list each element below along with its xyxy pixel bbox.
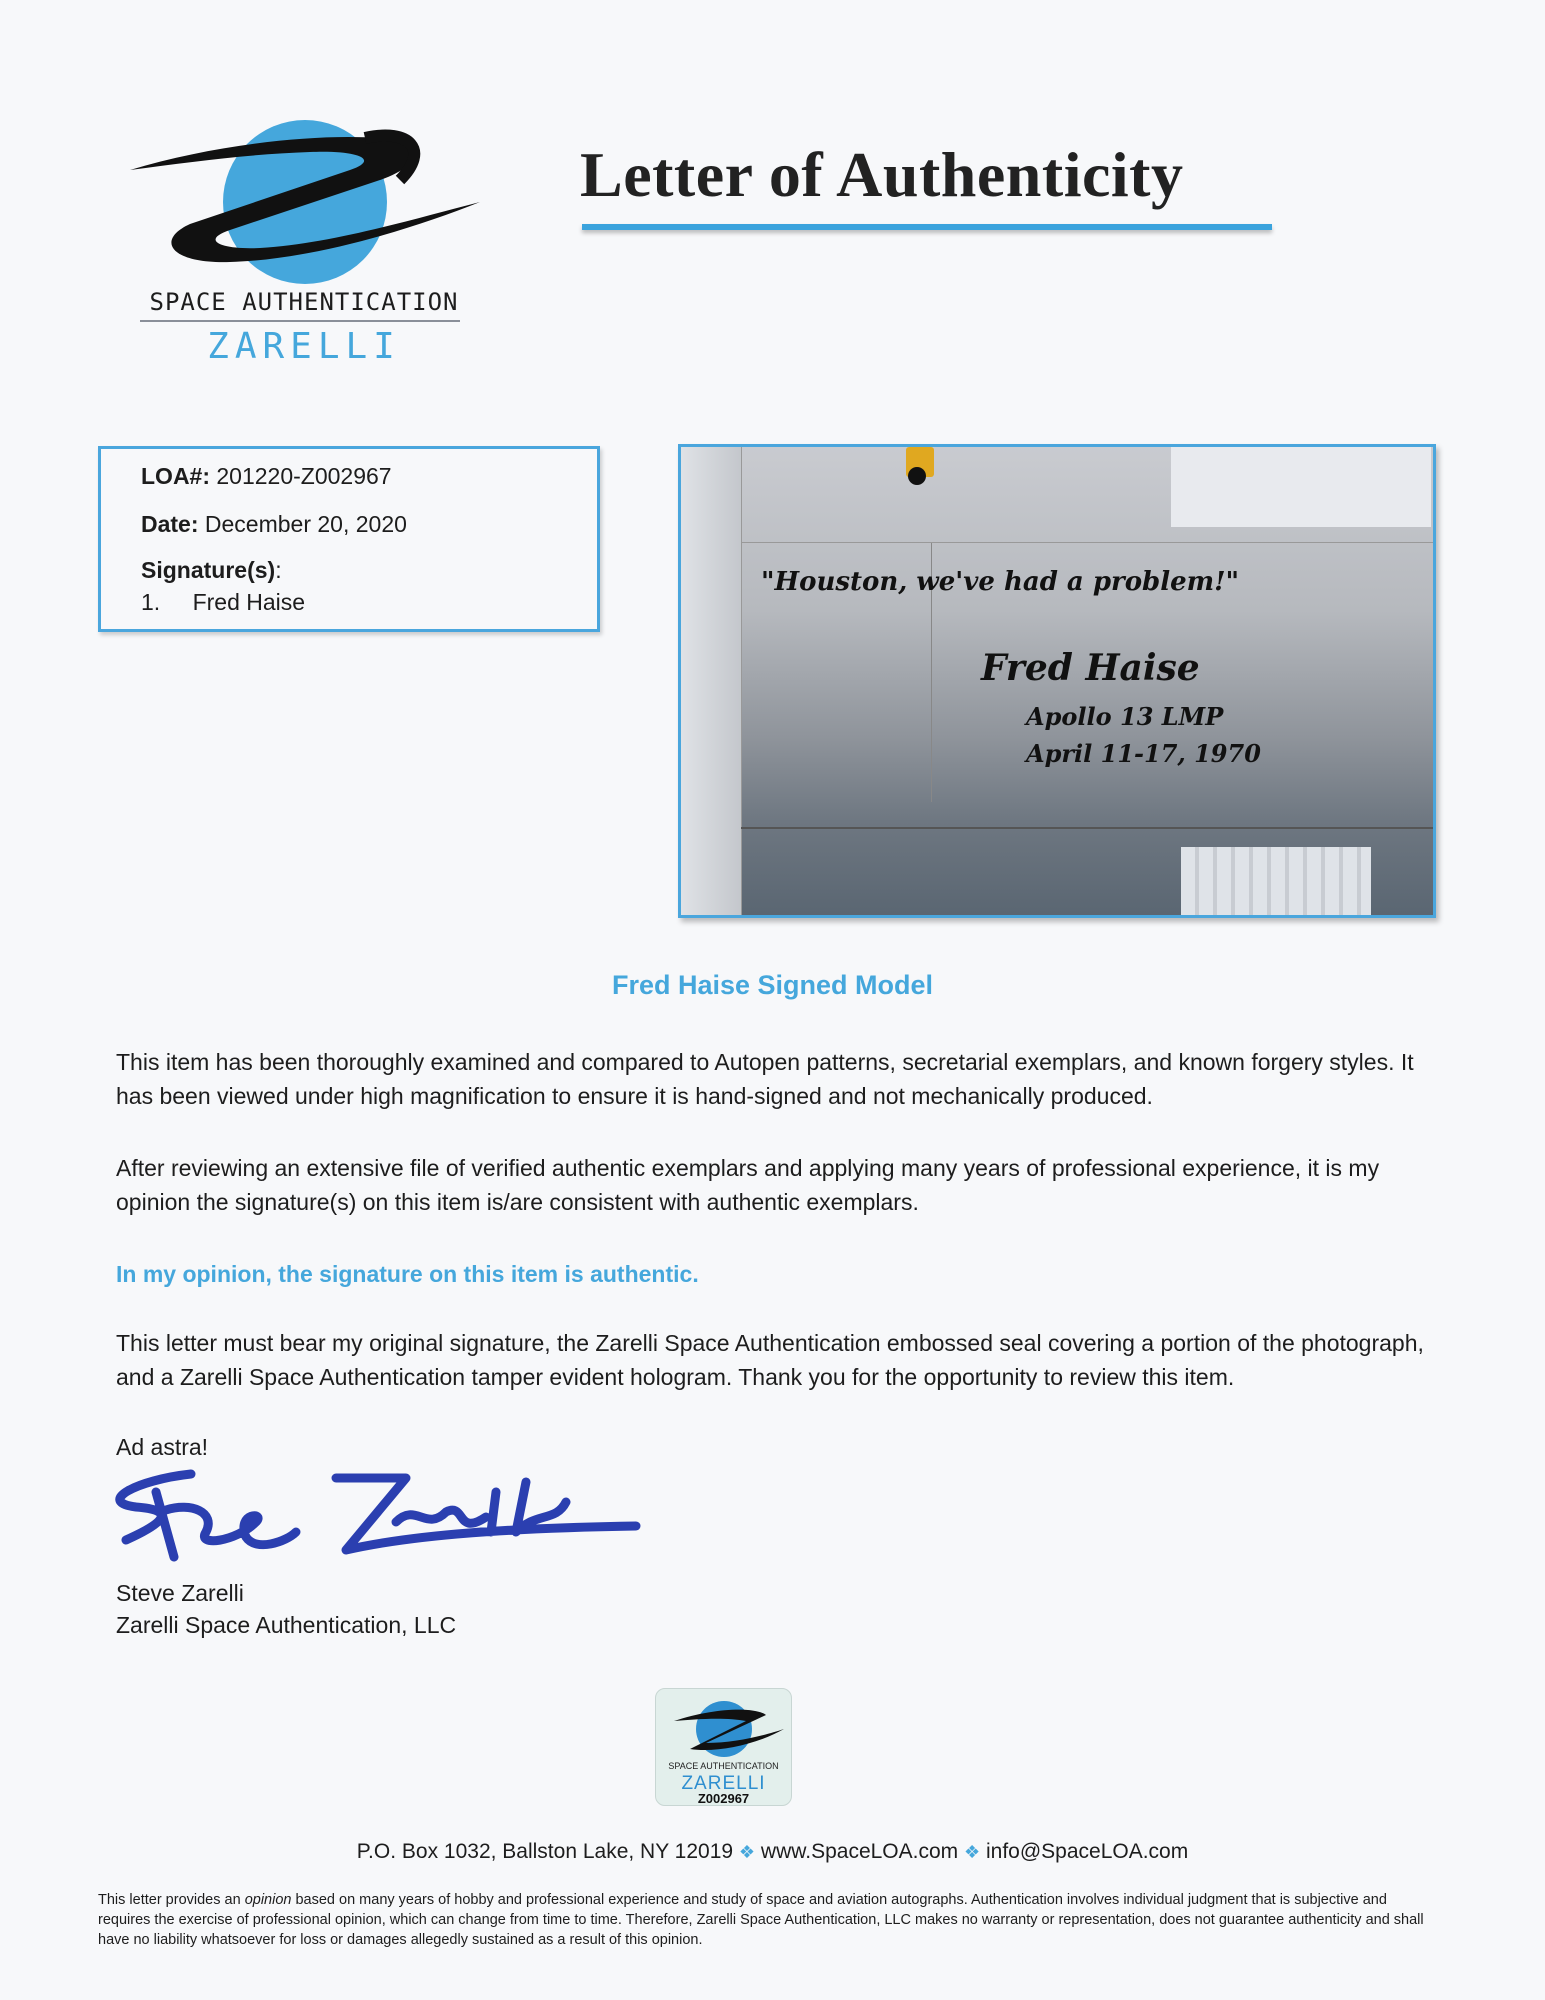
inscription-quote: "Houston, we've had a problem!": [761, 567, 1240, 597]
examination-paragraph: This item has been thoroughly examined and compared to Autopen patterns, secretarial exemplars, and known forgery styles. It has been viewed under high magnification to ensure it is hand-signed and not mechanically produced.: [116, 1049, 1414, 1109]
signer-company: Zarelli Space Authentication, LLC: [116, 1612, 457, 1638]
date-value: December 20, 2020: [204, 511, 407, 537]
signature-name: Fred Haise: [192, 589, 306, 615]
salutation: Ad astra!: [116, 1434, 209, 1460]
signatures-heading: Signature(s):: [141, 557, 282, 583]
diamond-separator-icon: ❖: [738, 1842, 756, 1862]
inscription-signature: Fred Haise: [981, 647, 1200, 689]
logo-brand: ZARELLI: [207, 326, 401, 367]
requirements-paragraph: This letter must bear my original signature, the Zarelli Space Authentication embossed seal covering a portion of the photograph, and a Zarelli Space Authentication tamper evident hologram. Thank you for the opportunity to review this item.: [116, 1330, 1424, 1390]
title-underline: [582, 224, 1272, 230]
logo-tagline: SPACE AUTHENTICATION: [149, 288, 459, 316]
page-title: Letter of Authenticity: [580, 139, 1184, 210]
legal-disclaimer: This letter provides an opinion based on many years of hobby and professional experience and study of space and aviation autographs. Authentication involves individual judgment that is subjective and requires the exercise of professional opinion, which can change from time to time. Therefore, Zarelli Space Authentication, LLC makes no warranty or representation, does not guarantee authenticity and shall have no liability whatsoever for loss or damages allegedly sustained as a result of this opinion.: [98, 1892, 1424, 1948]
disclaimer-emphasis: opinion: [244, 1892, 292, 1908]
hologram-serial: Z002967: [697, 1791, 750, 1806]
photo-thruster: [908, 467, 926, 485]
inscription-dates: April 11-17, 1970: [1026, 739, 1261, 768]
photo-left-panel: [681, 447, 741, 915]
hologram-tagline: SPACE AUTHENTICATION: [668, 1761, 779, 1771]
photo-seam: [741, 542, 1436, 543]
contact-line: [0, 1840, 1545, 1864]
photo-highlight: [1171, 447, 1431, 527]
zarelli-globe-icon: [110, 120, 490, 290]
inscription-mission: Apollo 13 LMP: [1026, 702, 1224, 731]
loa-date: [141, 511, 407, 538]
website-link[interactable]: www.SpaceLOA.com: [760, 1840, 959, 1863]
company-logo: [110, 120, 490, 380]
photo-vent: [1181, 847, 1371, 918]
handwritten-signature: [96, 1462, 676, 1562]
review-paragraph: After reviewing an extensive file of verified authentic exemplars and applying many years of professional experience, it is my opinion the signature(s) on this item is/are consistent with authentic exemplars.: [116, 1155, 1380, 1215]
loa-label: LOA#:: [141, 463, 210, 489]
item-photo: [678, 444, 1436, 918]
logo-divider: [140, 320, 460, 322]
loa-value: 201220-Z002967: [216, 463, 392, 489]
loa-number: [141, 463, 392, 490]
loa-info-box: [98, 446, 600, 632]
postal-address: P.O. Box 1032, Ballston Lake, NY 12019: [356, 1840, 734, 1863]
signature-scribble-icon: [96, 1462, 676, 1562]
hologram-brand: ZARELLI: [681, 1773, 766, 1794]
hologram-globe-icon: [656, 1693, 791, 1763]
item-heading: Fred Haise Signed Model: [611, 970, 934, 1000]
photo-seam: [741, 447, 742, 915]
opinion-statement: In my opinion, the signature on this item is authentic.: [116, 1261, 699, 1287]
signer-name: Steve Zarelli: [116, 1580, 244, 1606]
email-link[interactable]: info@SpaceLOA.com: [985, 1840, 1189, 1863]
date-label: Date:: [141, 511, 199, 537]
signatures-label: Signature(s): [141, 557, 276, 583]
signature-number: 1.: [141, 589, 161, 615]
tamper-evident-hologram: [655, 1688, 792, 1806]
diamond-separator-icon: ❖: [964, 1842, 981, 1862]
signature-list-item: [141, 589, 305, 616]
photo-seam: [741, 827, 1436, 829]
